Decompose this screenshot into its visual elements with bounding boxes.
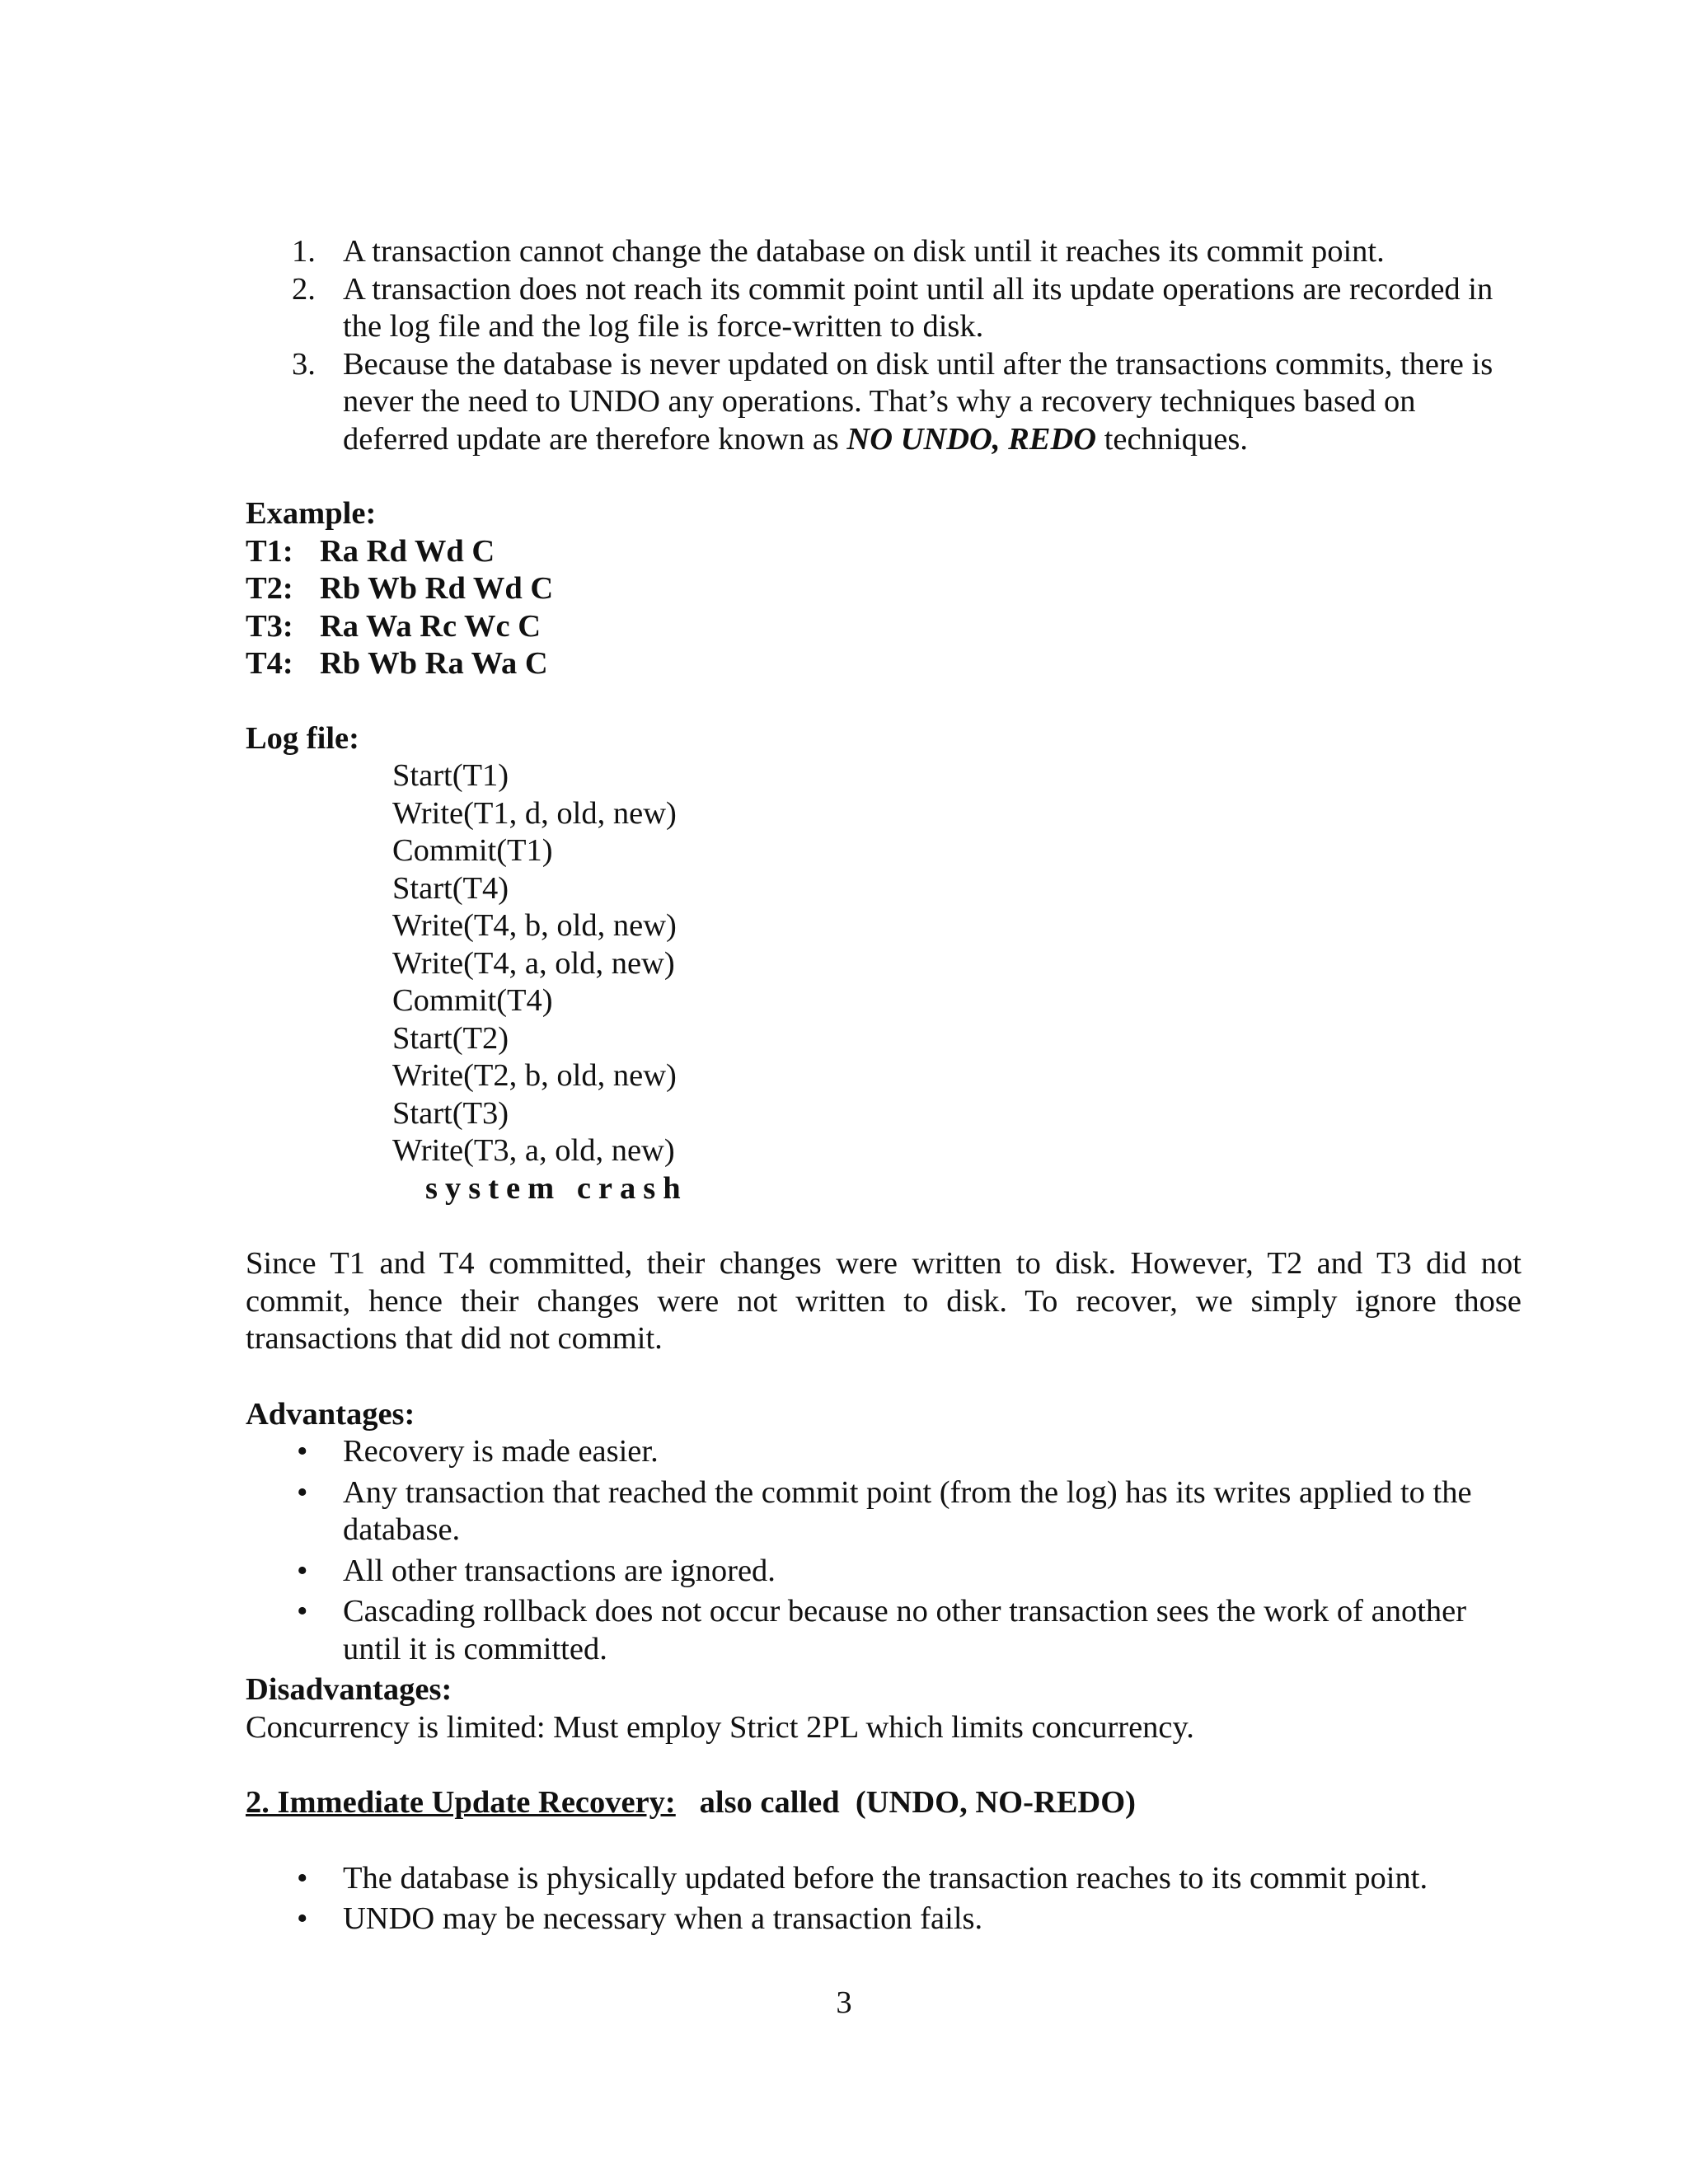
bullet-item <box>246 1593 1522 1668</box>
bullet-item <box>246 1900 1522 1938</box>
transaction-ops: Rb Wb Rd Wd C <box>320 571 554 606</box>
example-section <box>246 495 1522 683</box>
list-item <box>246 346 1522 459</box>
bullet-text: UNDO may be necessary when a transaction fails. <box>343 1901 983 1936</box>
transaction-id: T4: <box>246 646 293 681</box>
bullet-icon: • <box>297 1860 308 1896</box>
bullet-item <box>246 1553 1522 1591</box>
list-number: 1. <box>292 234 316 269</box>
transaction-id: T2: <box>246 571 293 606</box>
list-item <box>246 233 1522 271</box>
log-entry: Start(T4) <box>392 870 509 906</box>
log-entry: Commit(T4) <box>392 983 553 1018</box>
disadvantages-text: Concurrency is limited: Must employ Strict 2PL which limits concurrency. <box>246 1709 1194 1745</box>
immediate-update-section <box>246 1784 1522 1938</box>
bullet-item <box>246 1474 1522 1549</box>
transaction-id: T1: <box>246 533 293 569</box>
transaction-ops: Ra Rd Wd C <box>320 533 495 569</box>
disadvantages-heading: Disadvantages: <box>246 1672 452 1707</box>
bullet-icon: • <box>297 1434 308 1469</box>
document-page <box>246 233 1522 1942</box>
example-heading: Example: <box>246 496 377 531</box>
explanation-paragraph: Since T1 and T4 committed, their changes were written to disk. However, T2 and T3 did not commit, hence their changes were not written to disk. To recover, we simply ignore those transactions that did not commit. <box>246 1246 1522 1356</box>
transaction-row <box>246 608 1522 646</box>
log-file-section <box>246 720 1522 1208</box>
bullet-text: Recovery is made easier. <box>343 1434 659 1469</box>
log-entry: Write(T1, d, old, new) <box>392 795 677 831</box>
transaction-row <box>246 570 1522 608</box>
bullet-text: Any transaction that reached the commit point (from the log) has its writes applied to the database. <box>343 1474 1472 1547</box>
log-entry: Write(T3, a, old, new) <box>392 1133 675 1168</box>
log-entry: Start(T1) <box>392 758 509 793</box>
bullet-text: Cascading rollback does not occur because no other transaction sees the work of another until it is committed. <box>343 1594 1467 1666</box>
numbered-list <box>246 233 1522 458</box>
bullet-icon: • <box>297 1553 308 1588</box>
transaction-row <box>246 533 1522 571</box>
bullet-icon: • <box>297 1594 308 1629</box>
log-entry: Write(T2, b, old, new) <box>392 1058 677 1093</box>
transaction-row <box>246 645 1522 683</box>
advantages-section <box>246 1396 1522 1669</box>
log-file-heading: Log file: <box>246 720 359 756</box>
log-entry: Start(T2) <box>392 1020 509 1056</box>
system-crash-marker: system crash <box>425 1170 688 1206</box>
page-number: 3 <box>836 1985 852 2020</box>
advantages-heading: Advantages: <box>246 1396 415 1432</box>
list-number: 3. <box>292 346 316 382</box>
list-item-text: A transaction does not reach its commit point until all its update operations are recorded in the log file and the log file is force-written to disk. <box>343 271 1493 344</box>
bullet-icon: • <box>297 1474 308 1510</box>
section-title: 2. Immediate Update Recovery: <box>246 1785 676 1820</box>
log-entry: Commit(T1) <box>392 833 553 868</box>
transaction-ops: Ra Wa Rc Wc C <box>320 608 542 644</box>
log-entry: Write(T4, b, old, new) <box>392 908 677 943</box>
list-number: 2. <box>292 271 316 307</box>
list-item-text: A transaction cannot change the database on disk until it reaches its commit point. <box>343 234 1385 269</box>
disadvantages-section <box>246 1671 1522 1746</box>
list-item-text-end: techniques. <box>1096 421 1248 457</box>
bullet-item <box>246 1860 1522 1898</box>
bullet-text: The database is physically updated before the transaction reaches to its commit point. <box>343 1860 1428 1896</box>
log-entry: Start(T3) <box>392 1095 509 1131</box>
technique-name: NO UNDO, REDO <box>846 421 1097 457</box>
section-subtitle: also called (UNDO, NO-REDO) <box>675 1785 1136 1820</box>
transaction-ops: Rb Wb Ra Wa C <box>320 646 548 681</box>
list-item <box>246 271 1522 346</box>
transaction-id: T3: <box>246 608 293 644</box>
section-heading <box>246 1784 1522 1822</box>
log-entry: Write(T4, a, old, new) <box>392 945 675 981</box>
log-entries <box>246 757 1522 1207</box>
list-item-text: Because the database is never updated on disk until after the transactions commits, there is never the need to UNDO any operations. That’s why a recovery techniques based on deferred update are therefore known as <box>343 346 1493 457</box>
bullet-text: All other transactions are ignored. <box>343 1553 776 1588</box>
bullet-item <box>246 1433 1522 1471</box>
bullet-icon: • <box>297 1901 308 1936</box>
